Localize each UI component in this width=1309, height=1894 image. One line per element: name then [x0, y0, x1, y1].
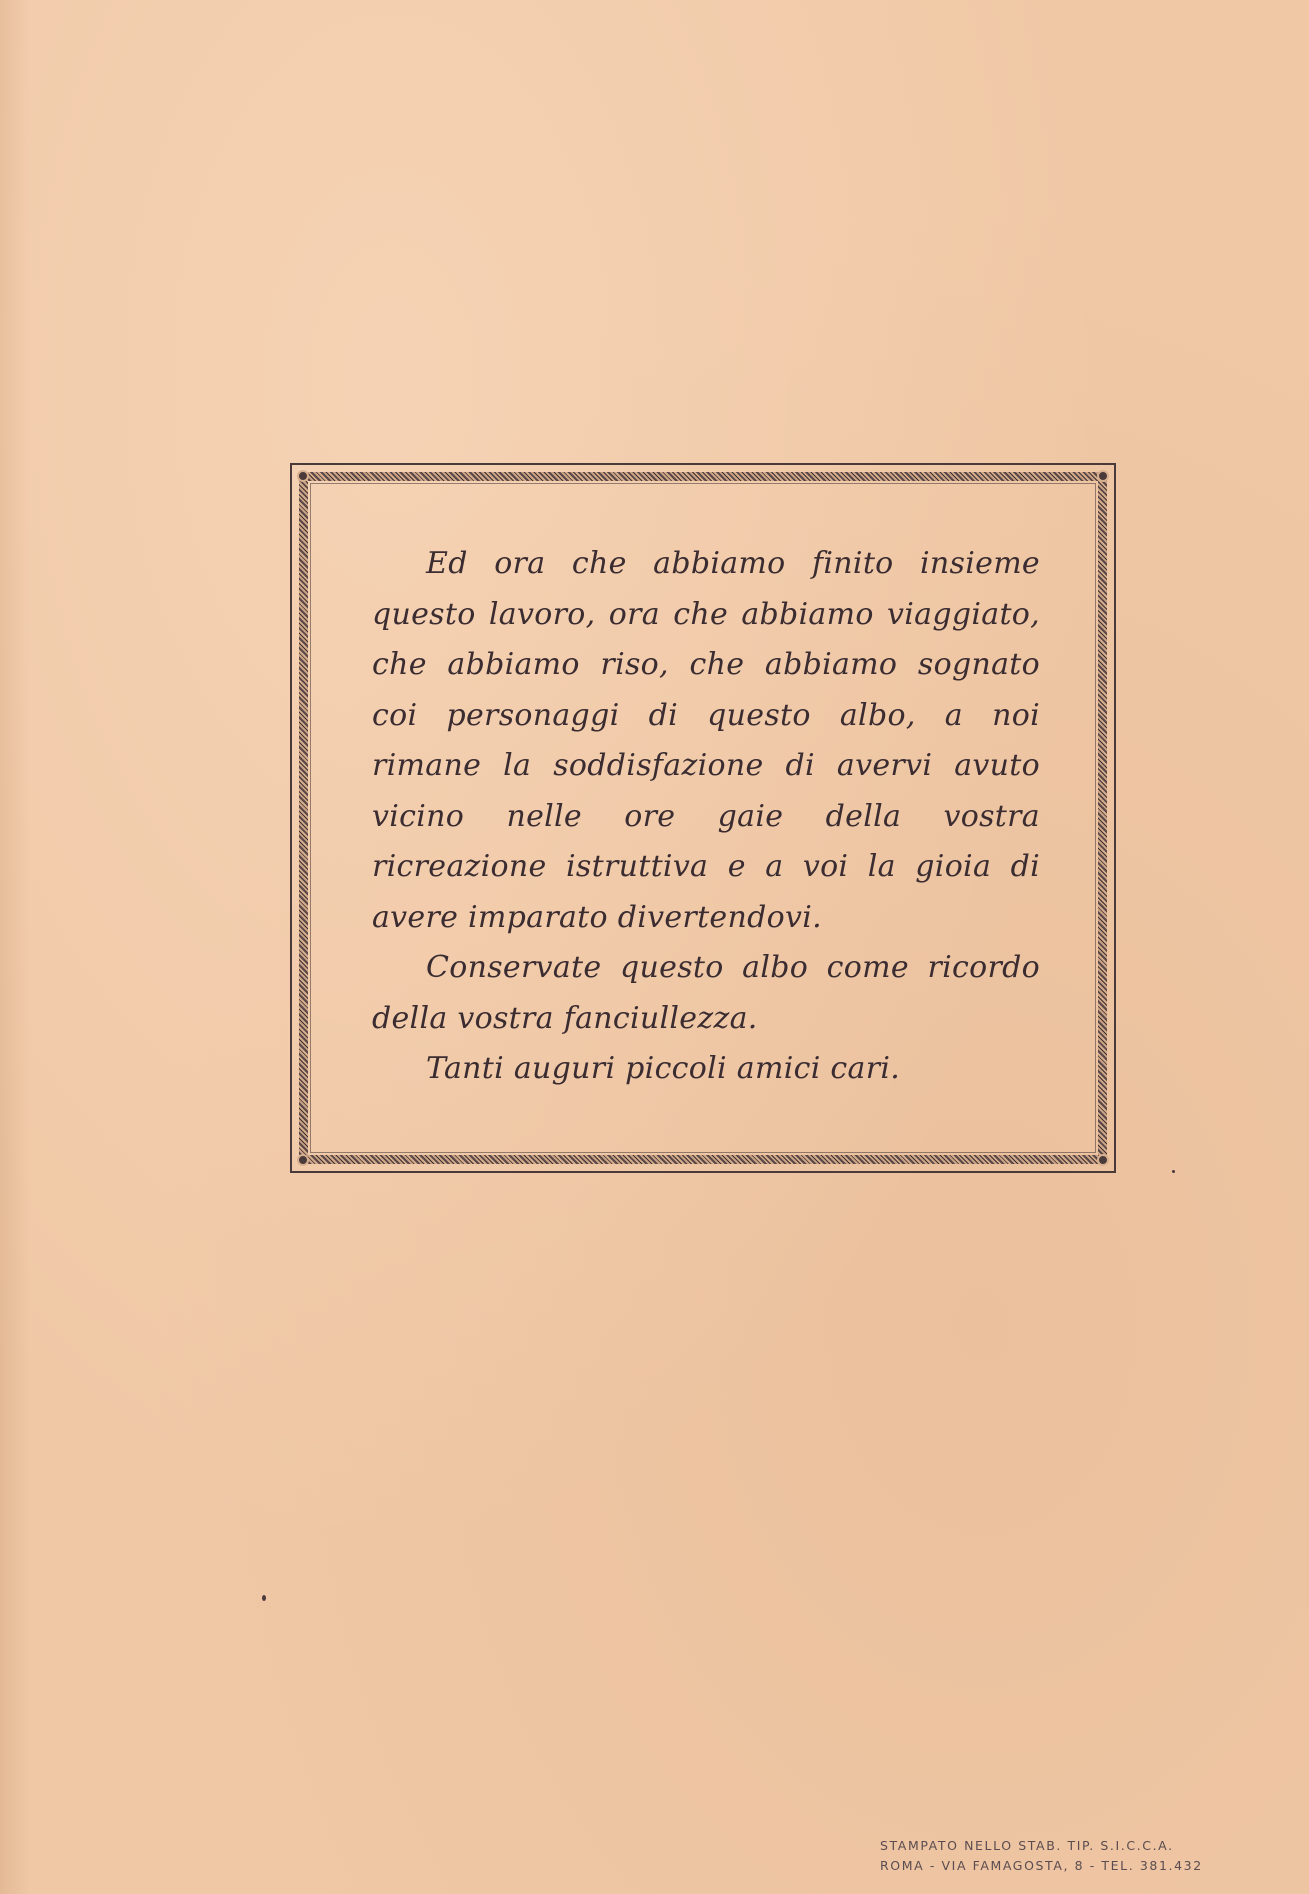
corner-ornament-icon — [297, 1154, 309, 1166]
corner-ornament-icon — [1097, 470, 1109, 482]
note-paragraph: Tanti auguri piccoli amici cari. — [426, 1051, 901, 1086]
frame-border — [299, 472, 1107, 1164]
farewell-note — [372, 539, 1040, 1095]
ink-speck — [1172, 1170, 1175, 1173]
corner-ornament-icon — [297, 470, 309, 482]
note-paragraph: Ed ora che abbiamo finito insieme questo lavoro, ora che abbiamo viaggiato, che abbiamo riso, che abbiamo sognato coi personaggi di questo albo, a noi rimane la soddisfazione di avervi avuto vicino nelle ore gaie della vostra ricreazione istruttiva e a voi la gioia di avere imparato divertendovi. — [372, 546, 1040, 935]
printer-imprint — [880, 1836, 1260, 1876]
corner-ornament-icon — [1097, 1154, 1109, 1166]
note-paragraph: Conservate questo albo come ricordo della vostra fanciullezza. — [372, 950, 1040, 1036]
imprint-line: STAMPATO NELLO STAB. TIP. S.I.C.C.A. — [880, 1838, 1174, 1853]
imprint-line: ROMA - VIA FAMAGOSTA, 8 - TEL. 381.432 — [880, 1858, 1203, 1873]
ink-speck — [262, 1595, 266, 1601]
decorative-frame — [290, 463, 1116, 1173]
